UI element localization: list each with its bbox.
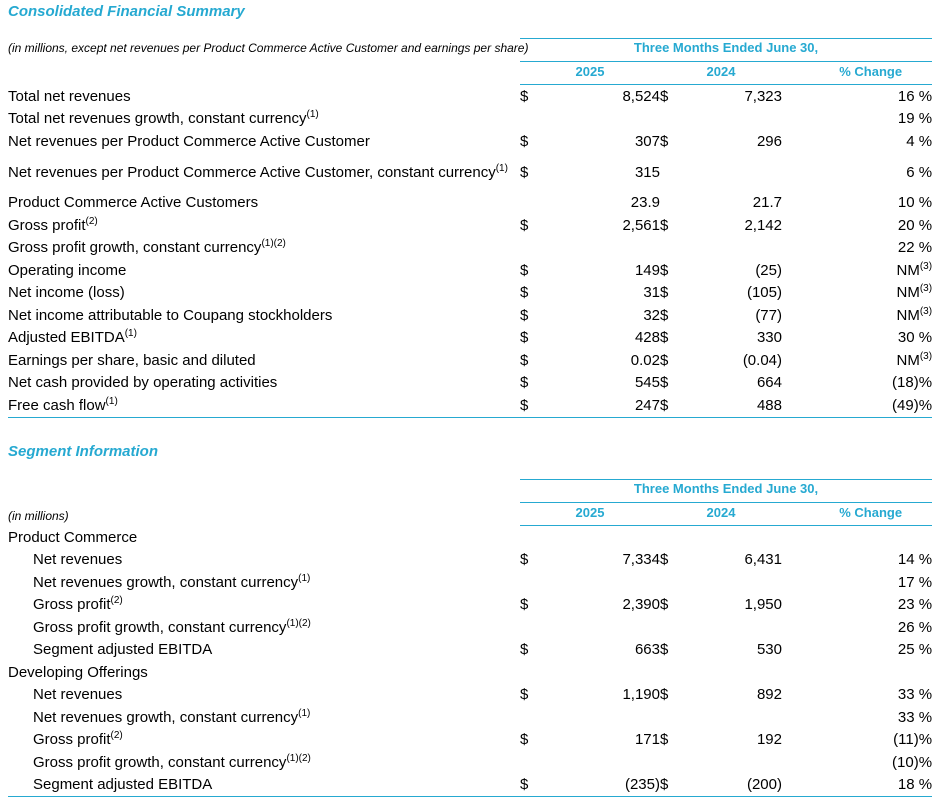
table-row	[8, 706, 932, 729]
row-label: Net revenues growth, constant currency	[33, 573, 299, 591]
percent-change: NM	[896, 306, 920, 324]
currency-symbol-2024	[660, 237, 690, 260]
currency-symbol-2024: $	[660, 132, 669, 150]
percent-change-cell	[782, 729, 932, 752]
row-label-cell	[8, 549, 520, 572]
footnote-ref: (1)(2)	[261, 238, 286, 250]
row-label-cell	[8, 394, 520, 417]
currency-symbol-2024	[660, 751, 690, 774]
currency-symbol-2024: $	[660, 774, 690, 797]
row-label: Earnings per share, basic and diluted	[8, 351, 256, 369]
value-2025: 0.02	[630, 351, 660, 369]
value-2024	[690, 153, 782, 192]
percent-change-cell	[782, 706, 932, 729]
value-2025: 2,561	[622, 216, 660, 234]
value-2025: 32	[643, 306, 660, 324]
row-label-cell	[8, 774, 520, 797]
row-label-cell	[8, 237, 520, 260]
row-label: Net income (loss)	[8, 284, 125, 302]
percent-change-cell	[782, 349, 932, 372]
percent-change-cell	[782, 85, 932, 108]
row-label: Segment adjusted EBITDA	[33, 776, 213, 794]
summary-period-header: Three Months Ended June 30,	[520, 39, 932, 62]
footnote-ref: (3)	[919, 283, 933, 295]
value-2024: 530	[756, 641, 782, 659]
value-2024	[690, 616, 782, 639]
percent-change: 33 %	[897, 708, 933, 726]
percent-change-cell	[782, 526, 932, 549]
value-2024: 6,431	[744, 551, 782, 569]
currency-symbol-2025	[520, 108, 550, 131]
percent-change-cell	[782, 108, 932, 131]
row-label: Gross profit	[8, 216, 86, 234]
percent-change-cell	[782, 684, 932, 707]
row-label: Net revenues per Product Commerce Active Customer, constant currency	[8, 163, 496, 181]
currency-symbol-2025	[520, 706, 550, 729]
percent-change: NM	[896, 284, 920, 302]
value-2024: 7,323	[744, 87, 782, 105]
row-label-cell	[8, 729, 520, 752]
row-label: Gross profit growth, constant currency	[33, 618, 287, 636]
currency-symbol-2025	[520, 661, 550, 684]
value-2025: 149	[634, 261, 660, 279]
row-label-cell	[8, 372, 520, 395]
currency-symbol-2025	[520, 237, 550, 260]
percent-change-cell	[782, 751, 932, 774]
table-row	[8, 327, 932, 350]
value-2025: 8,524	[622, 87, 660, 105]
table-row	[8, 153, 932, 192]
currency-symbol-2025: $	[520, 374, 529, 392]
value-2024: 21.7	[752, 194, 782, 212]
percent-change-cell	[782, 192, 932, 215]
percent-change-cell	[782, 774, 932, 797]
value-2025: 171	[634, 731, 660, 749]
summary-col-2025: 2025	[520, 62, 660, 85]
table-row	[8, 85, 932, 108]
percent-change-cell	[782, 549, 932, 572]
summary-col-2024: 2024	[660, 62, 782, 85]
footnote-ref: (1)	[306, 109, 319, 121]
table-row	[8, 729, 932, 752]
table-row	[8, 349, 932, 372]
currency-symbol-2025: $	[520, 284, 529, 302]
currency-symbol-2024: $	[660, 261, 669, 279]
value-2024: (0.04)	[742, 351, 782, 369]
currency-symbol-2025	[520, 571, 550, 594]
value-2024	[690, 108, 782, 131]
table-row	[8, 616, 932, 639]
row-label-cell	[8, 526, 520, 549]
percent-change: 18 %	[897, 776, 933, 794]
table-row	[8, 526, 932, 549]
percent-change: 19 %	[897, 110, 933, 128]
footnote-ref: (1)(2)	[286, 617, 311, 629]
currency-symbol-2024: $	[660, 351, 669, 369]
footnote-ref: (1)	[495, 162, 508, 174]
footnote-ref: (1)	[105, 395, 118, 407]
percent-change: 30 %	[897, 329, 933, 347]
summary-table	[8, 38, 932, 418]
percent-change: 4 %	[906, 132, 933, 150]
value-2024: (77)	[755, 306, 782, 324]
value-2024: 664	[756, 374, 782, 392]
percent-change: NM	[896, 351, 920, 369]
row-label-cell	[8, 616, 520, 639]
row-label-cell	[8, 327, 520, 350]
currency-symbol-2024: $	[660, 329, 669, 347]
currency-symbol-2024: $	[660, 686, 669, 704]
percent-change-cell	[782, 394, 932, 417]
percent-change: 23 %	[897, 596, 933, 614]
value-2024: 488	[690, 394, 782, 417]
value-2024: 1,950	[744, 596, 782, 614]
currency-symbol-2025: $	[520, 394, 550, 417]
currency-symbol-2025	[520, 192, 550, 215]
currency-symbol-2025	[520, 751, 550, 774]
percent-change-cell	[782, 304, 932, 327]
currency-symbol-2025: $	[520, 329, 529, 347]
segment-table	[8, 479, 932, 797]
value-2024	[690, 237, 782, 260]
currency-symbol-2024	[660, 192, 690, 215]
percent-change: 10 %	[897, 194, 933, 212]
percent-change: (49)%	[892, 396, 933, 414]
currency-symbol-2024	[660, 661, 690, 684]
row-label-cell	[8, 130, 520, 153]
table-row	[8, 237, 932, 260]
percent-change: NM	[896, 261, 920, 279]
value-2025	[550, 706, 660, 729]
table-row	[8, 684, 932, 707]
row-label: Net revenues growth, constant currency	[33, 708, 299, 726]
footnote-ref: (1)	[298, 707, 311, 719]
summary-units-note: (in millions, except net revenues per Product Commerce Active Customer and earnings per share)	[8, 40, 529, 55]
currency-symbol-2025: $	[520, 351, 529, 369]
currency-symbol-2024: $	[660, 374, 669, 392]
percent-change-cell	[782, 282, 932, 305]
percent-change: 25 %	[897, 641, 933, 659]
table-row	[8, 304, 932, 327]
segment-col-change: % Change	[782, 503, 932, 526]
row-label: Total net revenues growth, constant currency	[8, 110, 307, 128]
currency-symbol-2024	[660, 526, 690, 549]
row-label-cell	[8, 153, 520, 192]
footnote-ref: (2)	[110, 730, 123, 742]
table-row	[8, 192, 932, 215]
table-row	[8, 108, 932, 131]
value-2025: 428	[634, 329, 660, 347]
percent-change: 14 %	[897, 551, 933, 569]
value-2024: 192	[756, 731, 782, 749]
percent-change: (18)%	[892, 374, 933, 392]
value-2024: (105)	[746, 284, 782, 302]
value-2025	[550, 661, 660, 684]
currency-symbol-2024: $	[660, 641, 669, 659]
currency-symbol-2025	[520, 526, 550, 549]
table-row	[8, 214, 932, 237]
row-label: Developing Offerings	[8, 663, 148, 681]
row-label: Gross profit	[33, 596, 111, 614]
row-label-cell	[8, 85, 520, 108]
row-label: Gross profit growth, constant currency	[8, 239, 262, 257]
percent-change-cell	[782, 237, 932, 260]
currency-symbol-2025: $	[520, 163, 529, 181]
value-2024	[690, 706, 782, 729]
percent-change: (10)%	[892, 753, 933, 771]
row-label-cell	[8, 571, 520, 594]
value-2024: (200)	[690, 774, 782, 797]
row-label-cell	[8, 214, 520, 237]
segment-period-header: Three Months Ended June 30,	[520, 480, 932, 503]
currency-symbol-2025: $	[520, 261, 529, 279]
value-2025: 545	[634, 374, 660, 392]
percent-change-cell	[782, 130, 932, 153]
segment-title: Segment Information	[8, 443, 159, 460]
currency-symbol-2025	[520, 616, 550, 639]
footnote-ref: (1)	[298, 572, 311, 584]
table-row	[8, 639, 932, 662]
row-label: Net cash provided by operating activities	[8, 374, 278, 392]
value-2024	[690, 526, 782, 549]
row-label: Gross profit growth, constant currency	[33, 753, 287, 771]
value-2024	[690, 751, 782, 774]
row-label-cell	[8, 282, 520, 305]
currency-symbol-2024: $	[660, 216, 669, 234]
value-2025: 663	[634, 641, 660, 659]
value-2024	[690, 571, 782, 594]
currency-symbol-2025: $	[520, 132, 529, 150]
value-2025	[550, 616, 660, 639]
percent-change: 26 %	[897, 618, 933, 636]
percent-change: 33 %	[897, 686, 933, 704]
table-row	[8, 282, 932, 305]
table-row	[8, 130, 932, 153]
percent-change: (11)%	[893, 731, 933, 749]
percent-change: 22 %	[897, 239, 933, 257]
currency-symbol-2025: $	[520, 686, 529, 704]
segment-col-2024: 2024	[660, 503, 782, 526]
value-2025: 307	[634, 132, 660, 150]
footnote-ref: (3)	[919, 305, 933, 317]
percent-change-cell	[782, 259, 932, 282]
value-2025	[550, 108, 660, 131]
row-label: Net revenues	[33, 686, 123, 704]
currency-symbol-2025: $	[520, 774, 550, 797]
currency-symbol-2024	[660, 571, 690, 594]
percent-change: 17 %	[897, 573, 933, 591]
percent-change-cell	[782, 616, 932, 639]
value-2025	[550, 571, 660, 594]
currency-symbol-2025: $	[520, 641, 529, 659]
footnote-ref: (3)	[919, 260, 933, 272]
percent-change-cell	[782, 153, 932, 192]
row-label: Operating income	[8, 261, 127, 279]
value-2024: (25)	[755, 261, 782, 279]
row-label: Adjusted EBITDA	[8, 329, 125, 347]
row-label: Segment adjusted EBITDA	[33, 641, 213, 659]
currency-symbol-2024: $	[660, 394, 690, 417]
currency-symbol-2024: $	[660, 284, 669, 302]
value-2025: 23.9	[630, 194, 660, 212]
value-2025: 315	[634, 163, 660, 181]
row-label-cell	[8, 751, 520, 774]
row-label: Product Commerce	[8, 528, 138, 546]
percent-change: 6 %	[906, 163, 933, 181]
row-label: Net revenues per Product Commerce Active Customer	[8, 132, 370, 150]
percent-change-cell	[782, 594, 932, 617]
summary-header-row	[8, 39, 932, 62]
summary-col-change: % Change	[782, 62, 932, 85]
percent-change: 16 %	[897, 87, 933, 105]
row-label: Net income attributable to Coupang stockholders	[8, 306, 333, 324]
footnote-ref: (1)	[124, 328, 137, 340]
footnote-ref: (2)	[110, 595, 123, 607]
value-2024: 2,142	[744, 216, 782, 234]
value-2024: 296	[756, 132, 782, 150]
currency-symbol-2025: $	[520, 306, 529, 324]
percent-change-cell	[782, 372, 932, 395]
currency-symbol-2025: $	[520, 87, 529, 105]
footnote-ref: (1)(2)	[286, 752, 311, 764]
percent-change-cell	[782, 327, 932, 350]
currency-symbol-2024	[660, 616, 690, 639]
currency-symbol-2025: $	[520, 731, 529, 749]
value-2025: 247	[550, 394, 660, 417]
row-label-cell	[8, 259, 520, 282]
currency-symbol-2024: $	[660, 87, 669, 105]
row-label-cell	[8, 108, 520, 131]
footnote-ref: (2)	[85, 215, 98, 227]
footnote-ref: (3)	[919, 350, 933, 362]
row-label-cell	[8, 349, 520, 372]
row-label: Free cash flow	[8, 396, 106, 414]
percent-change-cell	[782, 661, 932, 684]
percent-change-cell	[782, 214, 932, 237]
row-label-cell	[8, 192, 520, 215]
currency-symbol-2024	[660, 153, 690, 192]
currency-symbol-2024: $	[660, 596, 669, 614]
percent-change: 20 %	[897, 216, 933, 234]
row-label-cell	[8, 684, 520, 707]
currency-symbol-2025: $	[520, 551, 529, 569]
percent-change-cell	[782, 571, 932, 594]
row-label-cell	[8, 639, 520, 662]
value-2025: 1,190	[622, 686, 660, 704]
row-label-cell	[8, 661, 520, 684]
row-label-cell	[8, 706, 520, 729]
value-2025: 2,390	[622, 596, 660, 614]
currency-symbol-2025: $	[520, 216, 529, 234]
table-row	[8, 774, 932, 797]
table-row	[8, 661, 932, 684]
value-2025: 31	[643, 284, 660, 302]
value-2025: (235)	[550, 774, 660, 797]
currency-symbol-2025: $	[520, 596, 529, 614]
segment-col-2025: 2025	[520, 503, 660, 526]
value-2025	[550, 237, 660, 260]
table-row	[8, 594, 932, 617]
currency-symbol-2024	[660, 706, 690, 729]
value-2024: 892	[756, 686, 782, 704]
currency-symbol-2024: $	[660, 731, 669, 749]
value-2025: 7,334	[622, 551, 660, 569]
row-label: Gross profit	[33, 731, 111, 749]
value-2025	[550, 751, 660, 774]
percent-change-cell	[782, 639, 932, 662]
table-row	[8, 549, 932, 572]
table-row	[8, 394, 932, 417]
value-2024: 330	[756, 329, 782, 347]
value-2024	[690, 661, 782, 684]
summary-title: Consolidated Financial Summary	[8, 3, 245, 20]
row-label-cell	[8, 304, 520, 327]
row-label: Total net revenues	[8, 87, 131, 105]
currency-symbol-2024: $	[660, 551, 669, 569]
segment-header-row	[8, 480, 932, 503]
table-row	[8, 259, 932, 282]
table-row	[8, 751, 932, 774]
table-row	[8, 571, 932, 594]
row-label: Product Commerce Active Customers	[8, 194, 259, 212]
segment-units-note: (in millions)	[8, 508, 69, 523]
row-label-cell	[8, 594, 520, 617]
row-label: Net revenues	[33, 551, 123, 569]
table-row	[8, 372, 932, 395]
value-2025	[550, 526, 660, 549]
currency-symbol-2024	[660, 108, 690, 131]
currency-symbol-2024: $	[660, 306, 669, 324]
